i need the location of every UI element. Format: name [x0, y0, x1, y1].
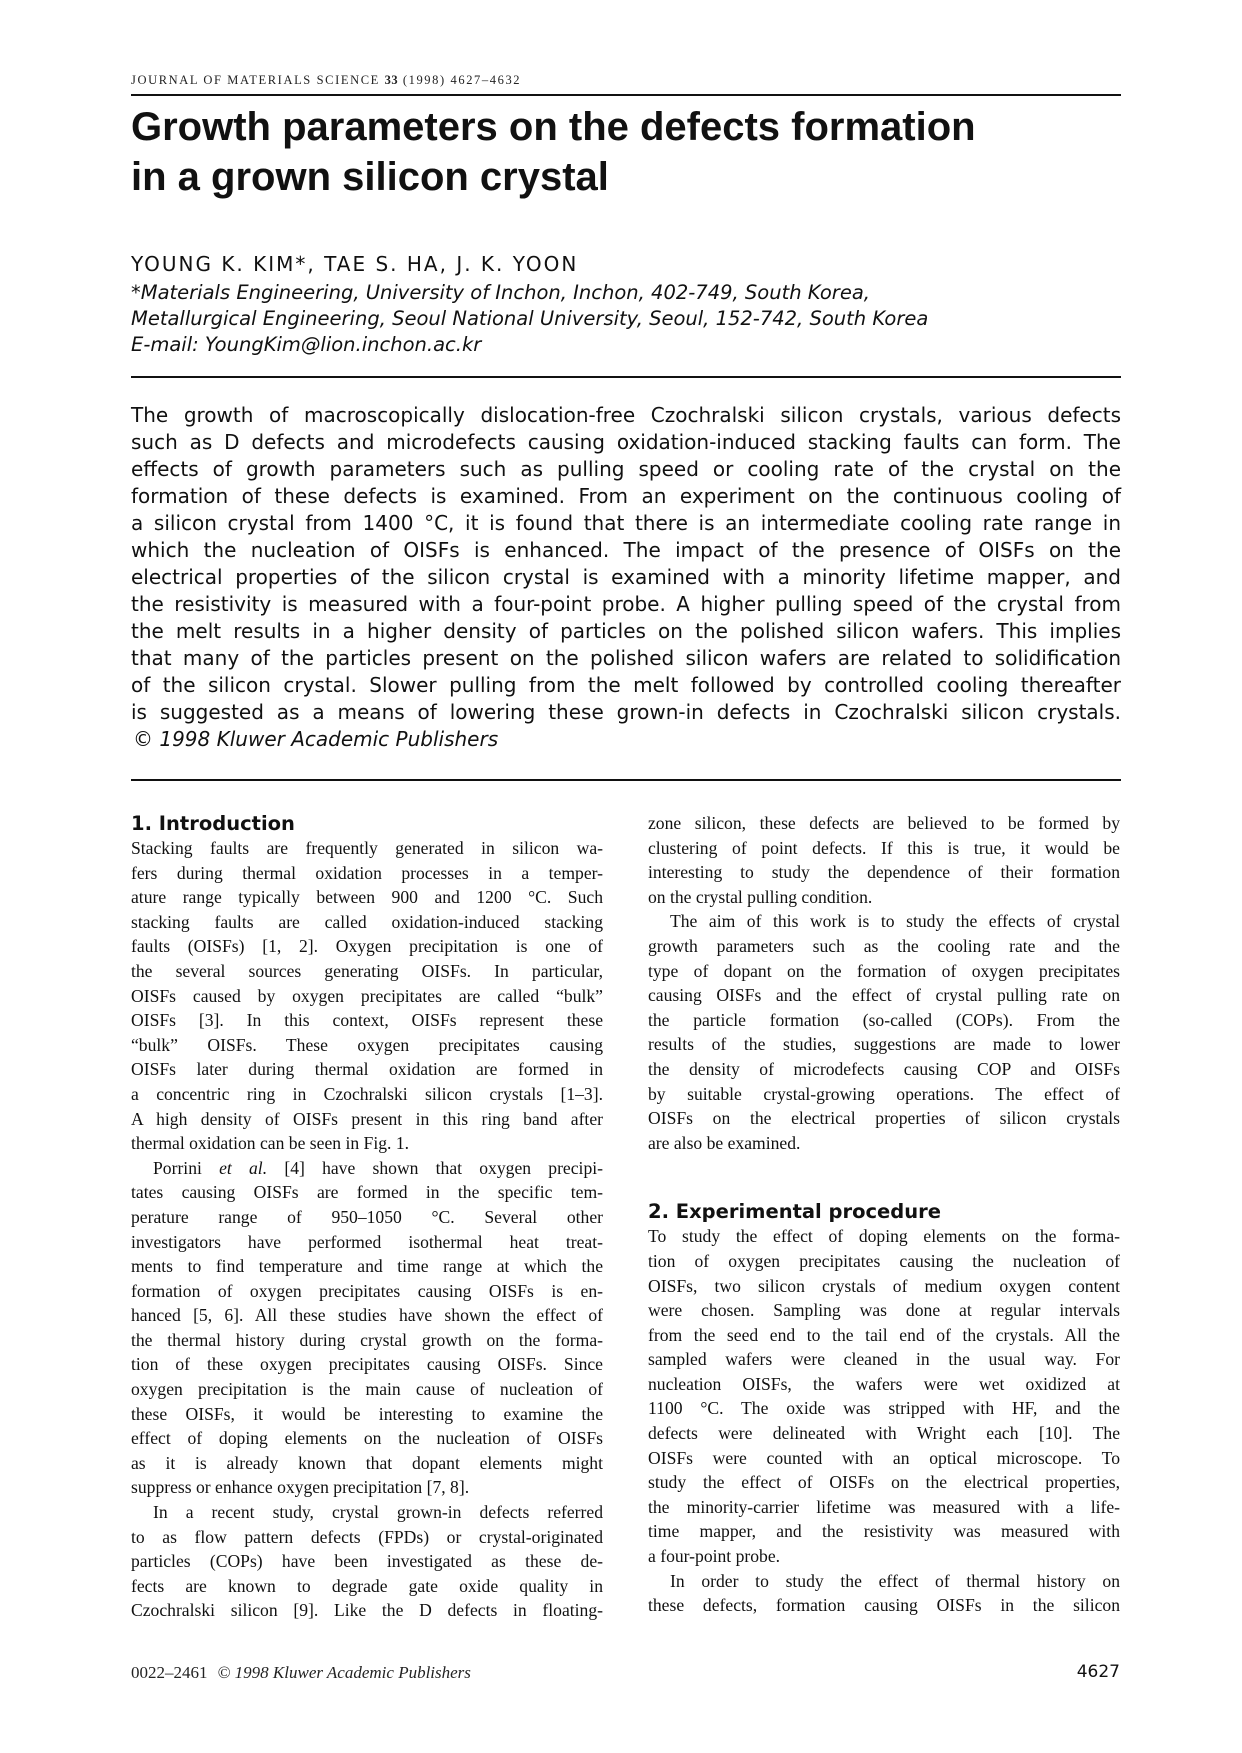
text-line: investigators have performed isothermal heat treat-	[131, 1231, 603, 1252]
text-line: 1100 °C. The oxide was stripped with HF, and the	[648, 1398, 1120, 1419]
issn: 0022–2461	[131, 1663, 208, 1682]
text-line: defects were delineated with Wright each [10]. The	[648, 1423, 1120, 1444]
abstract-line: The growth of macroscopically dislocation-free Czochralski silicon crystals, various defects	[131, 403, 1121, 427]
text-line: In order to study the effect of thermal history on	[670, 1570, 1120, 1591]
text-line: sampled wafers were cleaned in the usual way. For	[648, 1349, 1120, 1370]
abstract-line: is suggested as a means of lowering these grown-in defects in Czochralski silicon crystals.	[131, 700, 1121, 724]
abstract-line: formation of these defects is examined. From an experiment on the continuous cooling of	[131, 484, 1121, 508]
header-rule	[131, 94, 1121, 96]
page-number: 4627	[1076, 1662, 1120, 1682]
text-line: “bulk” OISFs. These oxygen precipitates causing	[131, 1034, 603, 1055]
text-line: OISFs later during thermal oxidation are formed in	[131, 1059, 603, 1080]
text-line: type of dopant on the formation of oxygen precipitates	[648, 960, 1120, 981]
author-list: YOUNG K. KIM*, TAE S. HA, J. K. YOON	[131, 252, 579, 276]
title-line: in a grown silicon crystal	[131, 155, 609, 199]
text-line: time mapper, and the resistivity was measured with	[648, 1521, 1120, 1542]
text-line: interesting to study the dependence of their formation	[648, 862, 1120, 883]
text-line: on the crystal pulling condition.	[648, 886, 873, 907]
text-line: thermal oxidation can be seen in Fig. 1.	[131, 1133, 410, 1154]
text-line: these OISFs, it would be interesting to examine the	[131, 1403, 603, 1424]
text-line: The aim of this work is to study the effects of crystal	[670, 911, 1120, 932]
text-line: clustering of point defects. If this is true, it would be	[648, 837, 1120, 858]
text-line: tion of these oxygen precipitates causing OISFs. Since	[131, 1354, 603, 1375]
abstract-line: which the nucleation of OISFs is enhanced. The impact of the presence of OISFs on the	[131, 538, 1121, 562]
text-line: nucleation OISFs, the wafers were wet oxidized at	[648, 1373, 1120, 1394]
abstract-bottom-rule	[131, 779, 1121, 781]
affiliation-line: Metallurgical Engineering, Seoul National University, Seoul, 152-742, South Korea	[131, 307, 929, 330]
text-line: the thermal history during crystal growth on the forma-	[131, 1329, 603, 1350]
text-line: are also be examined.	[648, 1132, 801, 1153]
text-line: as it is already known that dopant elements might	[131, 1452, 603, 1473]
text-line: results of the studies, suggestions are made to lower	[648, 1034, 1120, 1055]
text-line: the minority-carrier lifetime was measured with a life-	[648, 1496, 1120, 1517]
abstract-line: of the silicon crystal. Slower pulling from the melt followed by controlled cooling thereafter	[131, 673, 1121, 697]
text-line: by suitable crystal-growing operations. The effect of	[648, 1083, 1120, 1104]
text-line: OISFs [3]. In this context, OISFs represent these	[131, 1010, 603, 1031]
text-line: the particle formation (so-called (COPs). From the	[648, 1009, 1120, 1030]
abstract-line: effects of growth parameters such as pulling speed or cooling rate of the crystal on the	[131, 457, 1121, 481]
affiliation-line: *Materials Engineering, University of Inchon, Inchon, 402-749, South Korea,	[131, 281, 870, 304]
journal-name: JOURNAL OF MATERIALS SCIENCE	[131, 73, 380, 87]
text-line: suppress or enhance oxygen precipitation [7, 8].	[131, 1477, 470, 1498]
section-heading-introduction: 1. Introduction	[131, 812, 295, 835]
right-column-text-experimental	[648, 1224, 1120, 1618]
text-line: a concentric ring in Czochralski silicon crystals [1–3].	[131, 1083, 603, 1104]
abstract-line: the resistivity is measured with a four-point probe. A higher pulling speed of the crystal from	[131, 592, 1121, 616]
text-line: formation of oxygen precipitates causing OISFs is en-	[131, 1280, 603, 1301]
journal-year-pages: (1998) 4627–4632	[402, 73, 522, 87]
abstract-line: the melt results in a higher density of particles on the polished silicon wafers. This implies	[131, 619, 1121, 643]
text-line: effect of doping elements on the nucleation of OISFs	[131, 1428, 603, 1449]
text-line: ments to find temperature and time range at which the	[131, 1256, 603, 1277]
text-line: tion of oxygen precipitates causing the nucleation of	[648, 1250, 1120, 1271]
text-line: study the effect of OISFs on the electrical properties,	[648, 1472, 1120, 1493]
paper-title	[131, 102, 1121, 202]
section-heading-experimental: 2. Experimental procedure	[648, 1200, 941, 1224]
abstract-copyright: © 1998 Kluwer Academic Publishers	[133, 727, 499, 751]
left-column-text	[131, 836, 603, 1623]
abstract-top-rule	[131, 376, 1121, 378]
footer-copyright: © 1998 Kluwer Academic Publishers	[217, 1663, 471, 1682]
affiliations	[131, 280, 1121, 358]
text-line: OISFs caused by oxygen precipitates are called “bulk”	[131, 985, 603, 1006]
text-line: perature range of 950–1050 °C. Several other	[131, 1206, 603, 1227]
text-line: to as flow pattern defects (FPDs) or crystal-originated	[131, 1526, 603, 1547]
text-line: a four-point probe.	[648, 1546, 781, 1567]
text-line: from the seed end to the tail end of the crystals. All the	[648, 1324, 1120, 1345]
text-line: In a recent study, crystal grown-in defects referred	[153, 1502, 603, 1523]
text-line: hanced [5, 6]. All these studies have shown the effect of	[131, 1305, 603, 1326]
text-line: these defects, formation causing OISFs in the silicon	[648, 1595, 1120, 1616]
text-line: zone silicon, these defects are believed to be formed by	[648, 813, 1120, 833]
text-line: A high density of OISFs present in this ring band after	[131, 1108, 603, 1129]
abstract-line: electrical properties of the silicon crystal is examined with a minority lifetime mapper, and	[131, 565, 1121, 589]
text-line: faults (OISFs) [1, 2]. Oxygen precipitation is one of	[131, 936, 603, 957]
title-line: Growth parameters on the defects formation	[131, 105, 976, 149]
left-column	[131, 811, 603, 1623]
text-line: OISFs, two silicon crystals of medium oxygen content	[648, 1275, 1120, 1296]
text-line: stacking faults are called oxidation-induced stacking	[131, 911, 603, 932]
text-line: growth parameters such as the cooling rate and the	[648, 935, 1120, 956]
abstract-line: a silicon crystal from 1400 °C, it is found that there is an intermediate cooling rate range in	[131, 511, 1121, 535]
journal-header	[131, 73, 1121, 88]
text-line: Czochralski silicon [9]. Like the D defects in floating-	[131, 1600, 603, 1621]
text-line: oxygen precipitation is the main cause of nucleation of	[131, 1379, 603, 1400]
email-line: E-mail: YoungKim@lion.inchon.ac.kr	[131, 333, 482, 356]
text-line: Stacking faults are frequently generated in silicon wa-	[131, 838, 603, 858]
text-line: fects are known to degrade gate oxide quality in	[131, 1575, 603, 1596]
footer-issn-copyright	[131, 1663, 471, 1683]
text-line: were chosen. Sampling was done at regular intervals	[648, 1300, 1120, 1321]
text-line: To study the effect of doping elements on the forma-	[648, 1226, 1120, 1247]
text-line: Porrini et al. [4] have shown that oxygen precipi-	[153, 1157, 603, 1178]
journal-volume: 33	[384, 73, 399, 87]
text-line: OISFs on the electrical properties of silicon crystals	[648, 1108, 1120, 1129]
text-line: particles (COPs) have been investigated as these de-	[131, 1551, 603, 1572]
abstract	[131, 402, 1121, 753]
text-line: tates causing OISFs are formed in the specific tem-	[131, 1182, 603, 1203]
right-column	[648, 811, 1120, 1618]
text-line: causing OISFs and the effect of crystal pulling rate on	[648, 985, 1120, 1006]
abstract-line: such as D defects and microdefects causing oxidation-induced stacking faults can form. The	[131, 430, 1121, 454]
text-line: the several sources generating OISFs. In particular,	[131, 960, 603, 981]
text-line: fers during thermal oxidation processes in a temper-	[131, 862, 603, 883]
abstract-line: that many of the particles present on the polished silicon wafers are related to solidification	[131, 646, 1121, 670]
text-line: OISFs were counted with an optical microscope. To	[648, 1447, 1120, 1468]
text-line: ature range typically between 900 and 1200 °C. Such	[131, 887, 603, 908]
text-line: the density of microdefects causing COP and OISFs	[648, 1058, 1120, 1079]
right-column-text-intro	[648, 811, 1120, 1155]
